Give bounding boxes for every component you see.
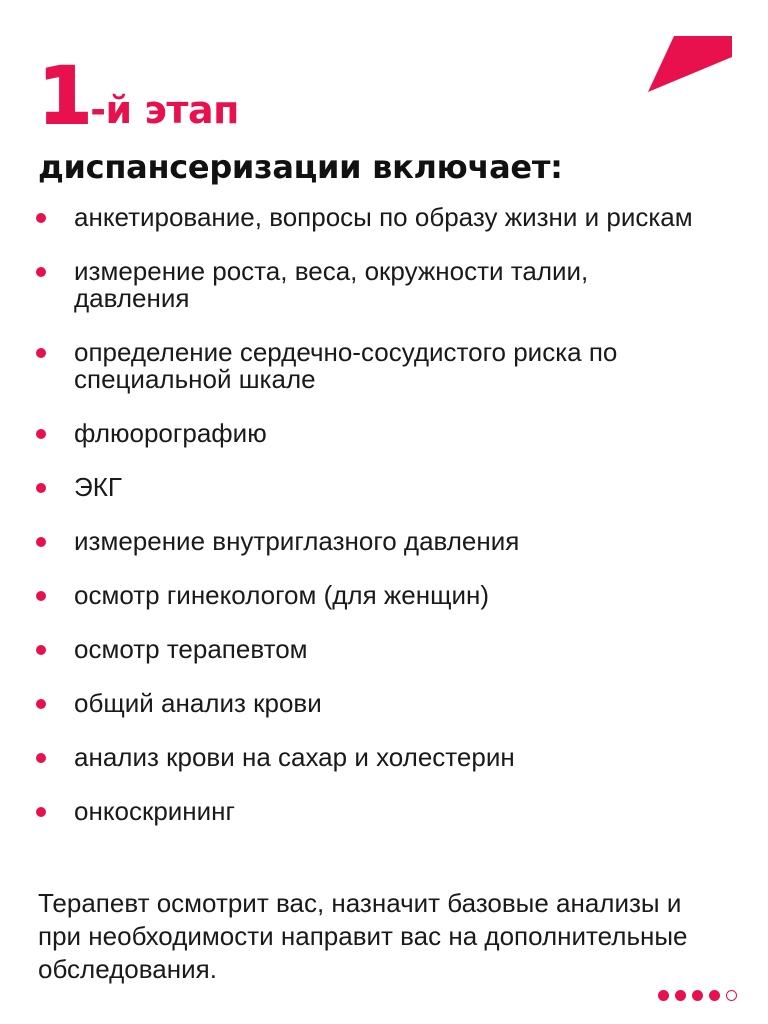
bullet-dot-icon: [36, 267, 46, 277]
list-item-text: анализ крови на сахар и холестерин: [74, 742, 515, 772]
heading: [38, 52, 658, 186]
heading-subtitle: диспансеризации включает:: [38, 148, 563, 186]
bullet-dot-icon: [36, 645, 46, 655]
list-item: [36, 582, 696, 609]
bullet-dot-icon: [36, 591, 46, 601]
list-item-text: осмотр гинекологом (для женщин): [74, 580, 490, 610]
stage-suffix: -й этап: [90, 88, 239, 132]
pagination-dot-filled: [675, 990, 686, 1001]
list-item: [36, 420, 696, 447]
bullet-dot-icon: [36, 483, 46, 493]
list-item: [36, 636, 696, 663]
list-item: [36, 339, 696, 393]
bullet-dot-icon: [36, 213, 46, 223]
corner-parallelogram-decoration: [648, 36, 732, 92]
stage-number: 1: [38, 52, 89, 142]
list-item-text: измерение внутриглазного давления: [74, 526, 520, 556]
list-item-text: общий анализ крови: [74, 688, 322, 718]
list-item: [36, 474, 696, 501]
list-item: [36, 798, 696, 825]
heading-stage: [38, 52, 658, 142]
list-item-text: измерение роста, веса, окружности талии, давления: [74, 256, 589, 313]
list-item: [36, 204, 696, 231]
bullet-dot-icon: [36, 537, 46, 547]
list-item: [36, 744, 696, 771]
list-item-text: определение сердечно-сосудистого риска по специальной шкале: [74, 337, 618, 394]
list-item-text: флюорографию: [74, 418, 267, 448]
list-item: [36, 528, 696, 555]
bullet-dot-icon: [36, 348, 46, 358]
pagination-dot-empty: [726, 990, 737, 1001]
list-item: [36, 258, 696, 312]
bullet-dot-icon: [36, 429, 46, 439]
list-item-text: анкетирование, вопросы по образу жизни и рискам: [74, 202, 693, 232]
pagination-dot-filled: [692, 990, 703, 1001]
bullet-dot-icon: [36, 753, 46, 763]
pagination-dot-filled: [658, 990, 669, 1001]
checkup-items-list: [36, 204, 696, 852]
bullet-dot-icon: [36, 699, 46, 709]
footer-note: Терапевт осмотрит вас, назначит базовые анализы и при необходимости направит вас на дополнительные обследования.: [38, 888, 688, 984]
slide-pagination: [658, 990, 737, 1001]
pagination-dot-current: [709, 990, 720, 1001]
list-item-text: ЭКГ: [74, 472, 122, 502]
list-item: [36, 690, 696, 717]
list-item-text: осмотр терапевтом: [74, 634, 308, 664]
bullet-dot-icon: [36, 807, 46, 817]
list-item-text: онкоскрининг: [74, 796, 236, 826]
